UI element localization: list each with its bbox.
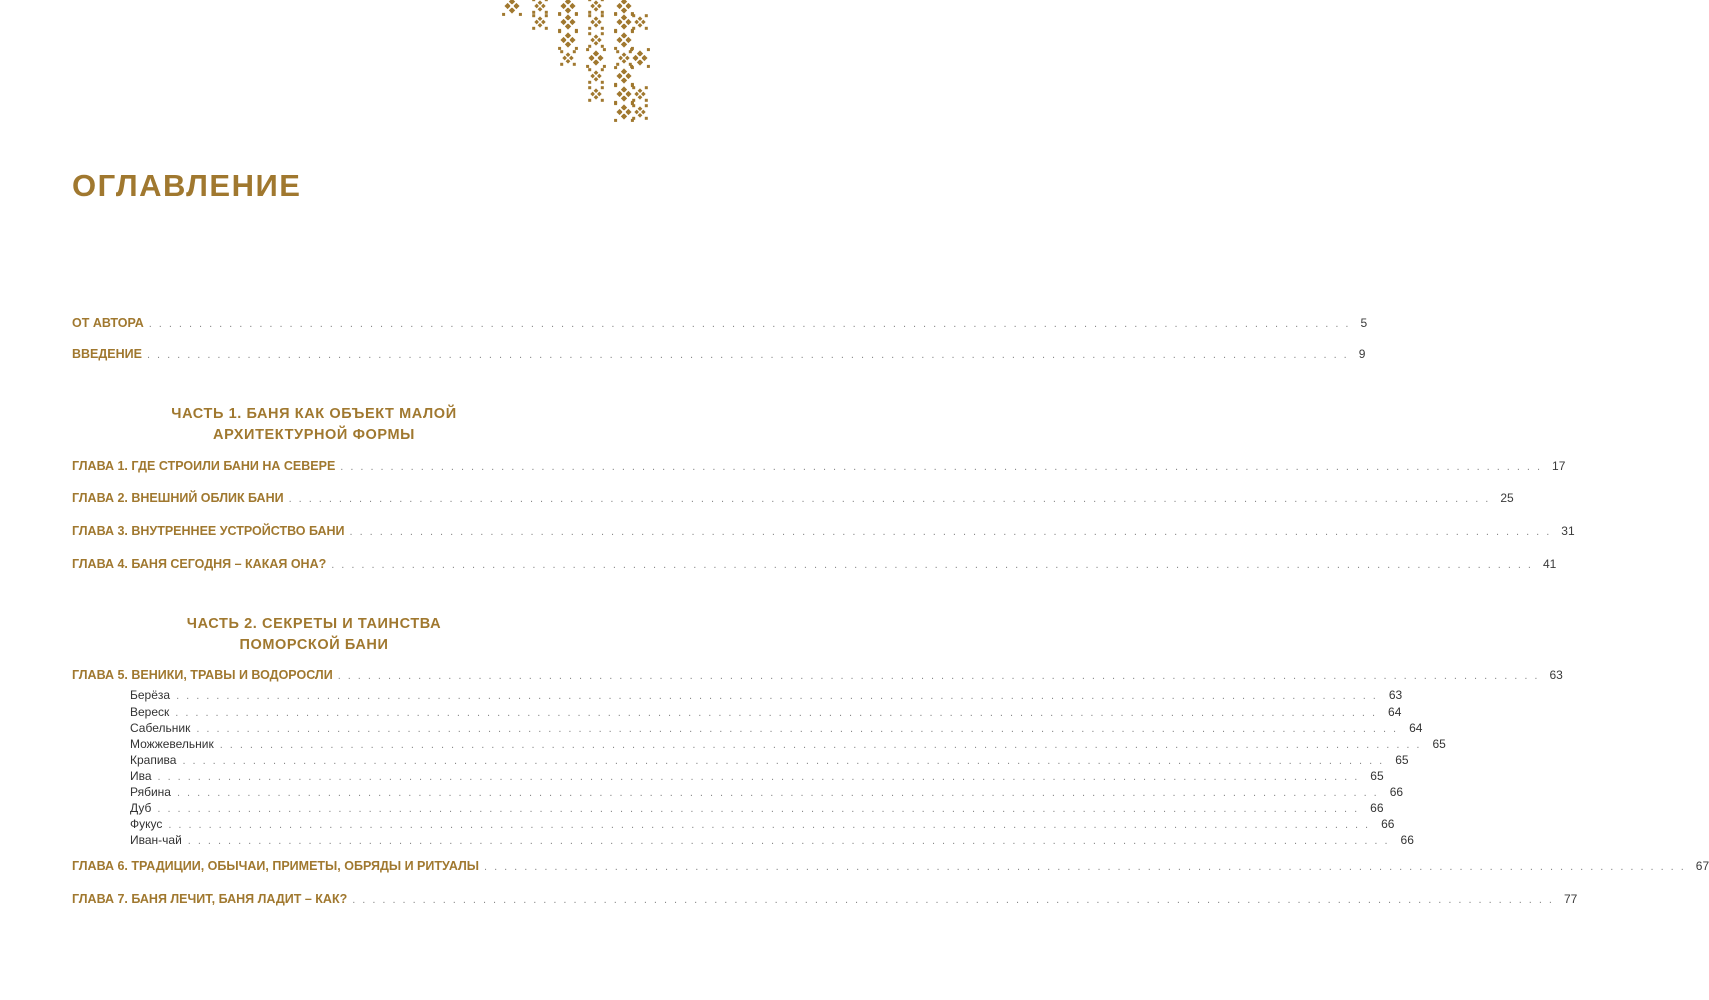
toc-entry-chapter-5[interactable] xyxy=(72,668,1563,686)
part-heading-1 xyxy=(72,404,556,446)
toc-subentry[interactable] xyxy=(130,769,1384,785)
leader-dots: ........................................................................................................................ xyxy=(148,318,1356,330)
toc-subentry-page: 65 xyxy=(1370,769,1384,783)
toc-subentry-label: Ива xyxy=(130,769,152,783)
leader-dots: ........................................................................................................................ xyxy=(337,670,1545,682)
toc-subentry-label: Иван-чай xyxy=(130,833,182,847)
toc-subentry-page: 66 xyxy=(1370,801,1384,815)
leader-dots: ........................................................................................................................ xyxy=(349,526,1557,538)
toc-subentry[interactable] xyxy=(130,817,1395,833)
toc-subentry-page: 64 xyxy=(1409,721,1423,735)
toc-subentry[interactable] xyxy=(130,688,1403,704)
toc-entry-label: ГЛАВА 3. ВНУТРЕННЕЕ УСТРОЙСТВО БАНИ xyxy=(72,524,345,538)
leader-dots: ........................................................................................................................ xyxy=(168,819,1376,831)
toc-subentry-page: 66 xyxy=(1400,833,1414,847)
toc-subentry-page: 66 xyxy=(1381,817,1395,831)
leader-dots: ........................................................................................................................ xyxy=(176,787,1384,799)
toc-subentry-label: Вереск xyxy=(130,705,170,719)
toc-entry-page: 77 xyxy=(1563,892,1578,906)
toc-entry-label: ГЛАВА 6. ТРАДИЦИИ, ОБЫЧАИ, ПРИМЕТЫ, ОБРЯДЫ И РИТУАЛЫ xyxy=(72,859,480,873)
toc-entry-chapter-6[interactable] xyxy=(72,859,1709,877)
toc-subentry-page: 66 xyxy=(1389,785,1404,799)
toc-entry-label: ГЛАВА 7. БАНЯ ЛЕЧИТ, БАНЯ ЛАДИТ – КАК? xyxy=(72,892,348,906)
toc-subentry-label: Крапива xyxy=(130,753,177,767)
toc-entry-label: ВВЕДЕНИЕ xyxy=(72,347,142,361)
part-heading-line: АРХИТЕКТУРНОЙ ФОРМЫ xyxy=(213,427,415,443)
toc-subentry-page: 64 xyxy=(1388,705,1402,719)
toc-entry-chapter-2[interactable] xyxy=(72,491,1514,509)
toc-entry-page: 67 xyxy=(1695,859,1709,873)
leader-dots: ........................................................................................................................ xyxy=(288,493,1496,505)
toc-subentry[interactable] xyxy=(130,705,1402,721)
toc-entry-page: 63 xyxy=(1549,668,1563,682)
toc-entry-chapter-7[interactable] xyxy=(72,892,1578,910)
toc-entry-label: ГЛАВА 5. ВЕНИКИ, ТРАВЫ И ВОДОРОСЛИ xyxy=(72,668,333,682)
toc-entry-label: ГЛАВА 4. БАНЯ СЕГОДНЯ – КАКАЯ ОНА? xyxy=(72,557,327,571)
toc-entry-page: 41 xyxy=(1543,557,1557,571)
corner-ornament xyxy=(494,0,644,140)
toc-subentry[interactable] xyxy=(130,785,1404,801)
leader-dots: ........................................................................................................................ xyxy=(157,803,1365,815)
leader-dots: ........................................................................................................................ xyxy=(484,861,1691,873)
toc-entry-page: 25 xyxy=(1500,491,1514,505)
leader-dots: ........................................................................................................................ xyxy=(182,755,1390,767)
toc-entry-label: ОТ АВТОРА xyxy=(72,316,144,330)
toc-entry-page: 17 xyxy=(1552,459,1566,473)
toc-entry-chapter-1[interactable] xyxy=(72,459,1566,477)
toc-subentry-label: Рябина xyxy=(130,785,171,799)
leader-dots: ........................................................................................................................ xyxy=(331,559,1538,571)
toc-subentry[interactable] xyxy=(130,737,1446,753)
leader-dots: ........................................................................................................................ xyxy=(157,771,1365,783)
toc-subentry[interactable] xyxy=(130,801,1384,817)
leader-dots: ........................................................................................................................ xyxy=(352,894,1559,906)
leader-dots: ........................................................................................................................ xyxy=(146,349,1354,361)
leader-dots: ........................................................................................................................ xyxy=(219,739,1427,751)
leader-dots: ........................................................................................................................ xyxy=(175,707,1383,719)
toc-subentry[interactable] xyxy=(130,721,1423,737)
part-heading-line: ПОМОРСКОЙ БАНИ xyxy=(239,637,389,653)
toc-entry-chapter-4[interactable] xyxy=(72,557,1557,575)
toc-subentry[interactable] xyxy=(130,833,1414,849)
toc-subentry[interactable] xyxy=(130,753,1409,769)
toc-subentry-label: Дуб xyxy=(130,801,152,815)
page-title: ОГЛАВЛЕНИЕ xyxy=(72,168,302,203)
toc-subentry-label: Можжевельник xyxy=(130,737,214,751)
leader-dots: ........................................................................................................................ xyxy=(176,690,1383,702)
leader-dots: ........................................................................................................................ xyxy=(340,461,1548,473)
toc-entry-introduction[interactable] xyxy=(72,347,1366,365)
toc-subentry-label: Берёза xyxy=(130,688,171,702)
toc-entry-label: ГЛАВА 2. ВНЕШНИЙ ОБЛИК БАНИ xyxy=(72,491,284,505)
toc-subentry-page: 65 xyxy=(1395,753,1409,767)
toc-entry-page: 31 xyxy=(1561,524,1575,538)
leader-dots: ........................................................................................................................ xyxy=(196,723,1404,735)
toc-subentry-page: 65 xyxy=(1432,737,1446,751)
part-heading-2 xyxy=(72,614,556,656)
toc-subentry-label: Фукус xyxy=(130,817,163,831)
toc-subentry-label: Сабельник xyxy=(130,721,191,735)
toc-entry-author[interactable] xyxy=(72,316,1368,334)
toc-entry-label: ГЛАВА 1. ГДЕ СТРОИЛИ БАНИ НА СЕВЕРЕ xyxy=(72,459,336,473)
toc-entry-page: 5 xyxy=(1360,316,1368,330)
toc-subentry-page: 63 xyxy=(1388,688,1403,702)
toc-entry-chapter-3[interactable] xyxy=(72,524,1575,542)
part-heading-line: ЧАСТЬ 2. СЕКРЕТЫ И ТАИНСТВА xyxy=(186,616,442,632)
leader-dots: ........................................................................................................................ xyxy=(187,835,1395,847)
part-heading-line: ЧАСТЬ 1. БАНЯ КАК ОБЪЕКТ МАЛОЙ xyxy=(171,406,457,422)
toc-entry-page: 9 xyxy=(1358,347,1366,361)
